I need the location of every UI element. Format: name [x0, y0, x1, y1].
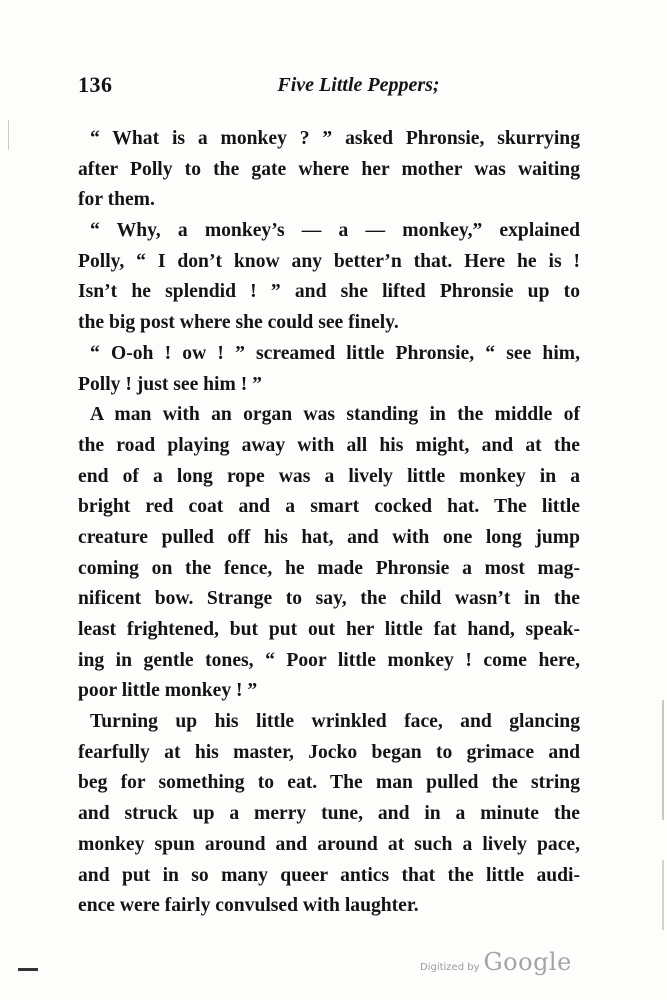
text-line: Turning up his little wrinkled face, and glancing: [90, 711, 580, 733]
text-line: monkey spun around and around at such a lively pace,: [78, 833, 580, 855]
text-line: “ What is a monkey ? ” asked Phronsie, skurrying: [90, 128, 580, 149]
text-line: poor little monkey ! ”: [78, 680, 258, 702]
text-line: ence were fairly convulsed with laughter.: [78, 895, 419, 917]
text-line: “ O-oh ! ow ! ” screamed little Phronsie, “ see him,: [90, 342, 580, 364]
text-line: the road playing away with all his might, and at the: [78, 434, 580, 456]
text-line: for them.: [78, 189, 155, 211]
text-line: creature pulled off his hat, and with one long jump: [78, 526, 580, 548]
text-line: ing in gentle tones, “ Poor little monkey ! come here,: [78, 649, 580, 671]
watermark-prefix: Digitized by: [420, 962, 480, 973]
right-margin-mark: [662, 700, 664, 820]
text-line: after Polly to the gate where her mother was waiting: [78, 158, 580, 180]
text-line: beg for something to eat. The man pulled the string: [78, 772, 580, 794]
google-logo: Google: [483, 948, 572, 976]
text-line: least frightened, but put out her little fat hand, speak-: [78, 619, 580, 640]
running-title: Five Little Peppers;: [277, 74, 440, 96]
text-line: and struck up a merry tune, and in a minute the: [78, 803, 580, 825]
text-line: A man with an organ was standing in the middle of: [90, 404, 580, 426]
text-line: Polly, “ I don’t know any better’n that. Here he is !: [78, 250, 580, 272]
text-line: the big post where she could see finely.: [78, 312, 399, 334]
text-line: nificent bow. Strange to say, the child wasn’t in the: [78, 588, 580, 610]
watermark: [420, 948, 572, 976]
text-line: coming on the fence, he made Phronsie a most mag-: [78, 557, 580, 579]
text-line: fearfully at his master, Jocko began to grimace and: [78, 741, 580, 763]
body-text: [78, 124, 580, 922]
text-line: and put in so many queer antics that the little audi-: [78, 864, 580, 886]
bottom-dash: [18, 968, 38, 971]
text-line: end of a long rope was a lively little monkey in a: [78, 465, 580, 487]
left-margin-mark: [8, 120, 9, 150]
text-line: Polly ! just see him ! ”: [78, 373, 262, 395]
text-line: “ Why, a monkey’s — a — monkey,” explained: [90, 220, 580, 242]
right-margin-mark-lower: [662, 860, 664, 930]
page-number: 136: [78, 72, 113, 97]
text-line: bright red coat and a smart cocked hat. The little: [78, 496, 580, 518]
text-line: Isn’t he splendid ! ” and she lifted Phronsie up to: [78, 281, 580, 303]
